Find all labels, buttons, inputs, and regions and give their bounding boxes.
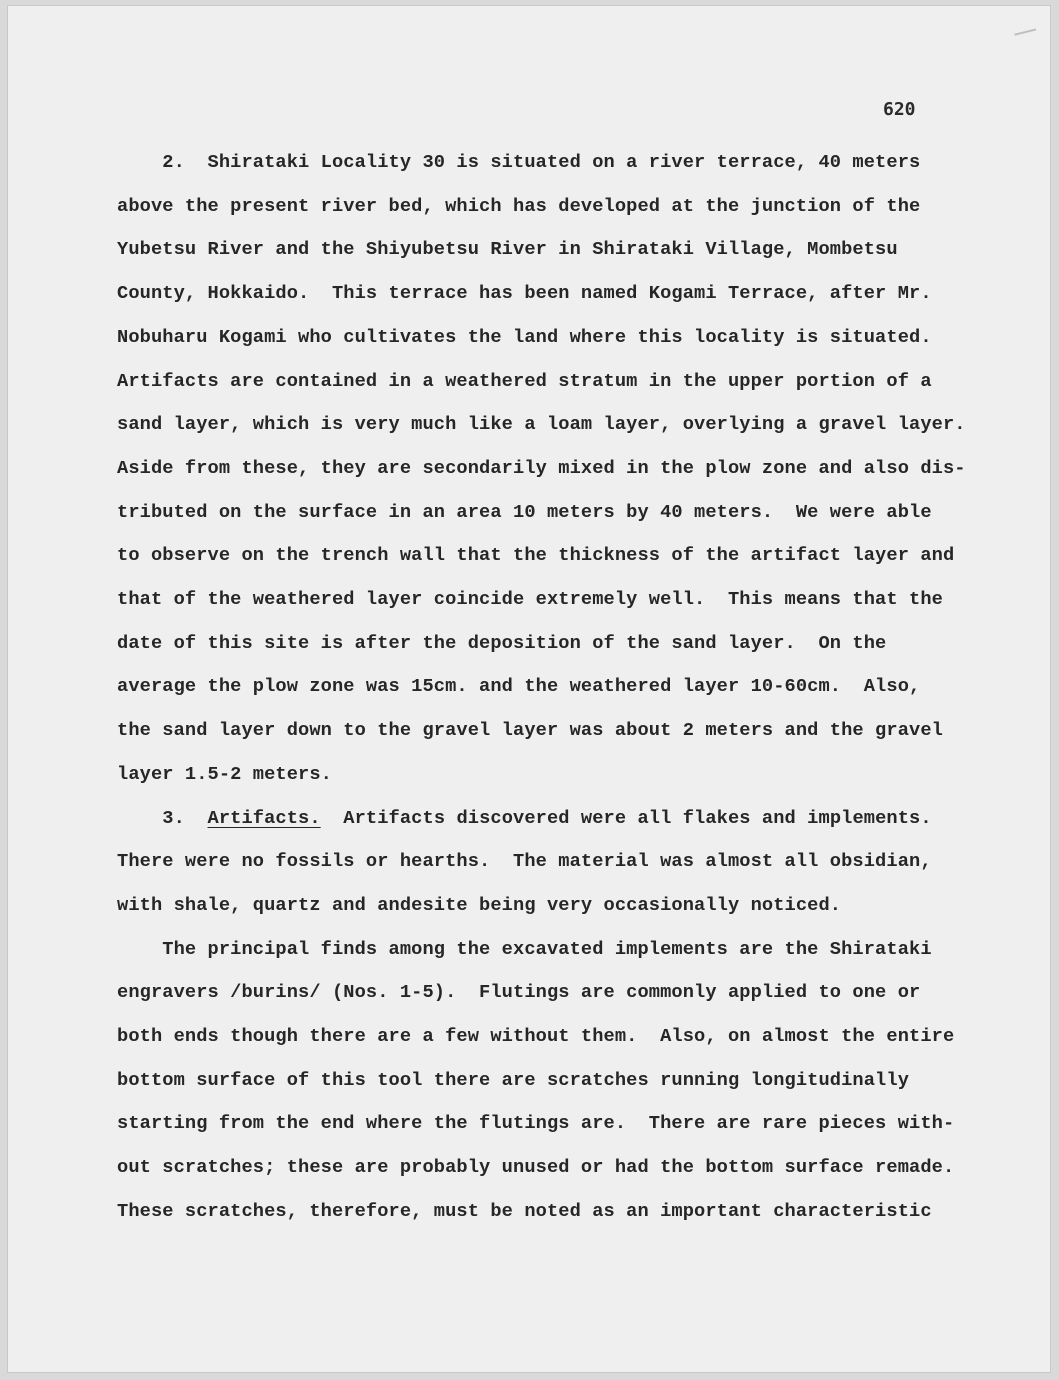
text-line: 2. Shirataki Locality 30 is situated on a river terrace, 40 meters: [117, 151, 921, 173]
document-page: [7, 5, 1051, 1373]
section-heading: Artifacts.: [207, 806, 321, 829]
text-line: tributed on the surface in an area 10 meters by 40 meters. We were able: [117, 500, 932, 523]
scan-mark: [1014, 28, 1037, 41]
text-line: layer 1.5-2 meters.: [117, 762, 332, 785]
text-line: [117, 797, 947, 841]
text-line: bottom surface of this tool there are scratches running longitudinally: [117, 1068, 910, 1091]
text-line: average the plow zone was 15cm. and the weathered layer 10-60cm. Also,: [117, 675, 921, 698]
text-line: The principal finds among the excavated implements are the Shirataki: [117, 937, 932, 960]
text-line: above the present river bed, which has developed at the junction of the: [117, 194, 921, 217]
text-line: sand layer, which is very much like a loam layer, overlying a gravel layer.: [117, 413, 966, 436]
text-line: the sand layer down to the gravel layer was about 2 meters and the gravel: [117, 719, 943, 742]
text-line: date of this site is after the deposition of the sand layer. On the: [117, 631, 887, 654]
page-number: 620: [883, 99, 916, 120]
text-line: out scratches; these are probably unused or had the bottom surface remade.: [117, 1156, 955, 1179]
text-line: There were no fossils or hearths. The material was almost all obsidian,: [117, 850, 932, 873]
text-line: engravers /burins/ (Nos. 1-5). Flutings are commonly applied to one or: [117, 981, 921, 1004]
text-line: Nobuharu Kogami who cultivates the land where this locality is situated.: [117, 325, 932, 348]
text-line: These scratches, therefore, must be noted as an important characteristic: [117, 1199, 932, 1222]
text-line: both ends though there are a few without them. Also, on almost the entire: [117, 1025, 955, 1048]
text-line: starting from the end where the flutings are. There are rare pieces with-: [117, 1112, 955, 1135]
text-line: with shale, quartz and andesite being very occasionally noticed.: [117, 893, 842, 916]
paragraph-4: [117, 928, 955, 1234]
text-line: that of the weathered layer coincide extremely well. This means that the: [117, 588, 943, 611]
paragraph-2: [117, 141, 966, 797]
text-line: Artifacts are contained in a weathered stratum in the upper portion of a: [117, 369, 932, 392]
item-number: 3.: [117, 806, 208, 829]
text-line: Aside from these, they are secondarily mixed in the plow zone and also dis-: [117, 456, 966, 479]
paragraph-3: [117, 797, 947, 928]
heading-continuation: Artifacts discovered were all flakes and implements.: [320, 806, 932, 829]
body-text: [117, 141, 966, 1234]
text-line: County, Hokkaido. This terrace has been named Kogami Terrace, after Mr.: [117, 282, 932, 305]
text-line: Yubetsu River and the Shiyubetsu River in Shirataki Village, Mombetsu: [117, 238, 898, 261]
text-line: to observe on the trench wall that the thickness of the artifact layer and: [117, 544, 955, 567]
